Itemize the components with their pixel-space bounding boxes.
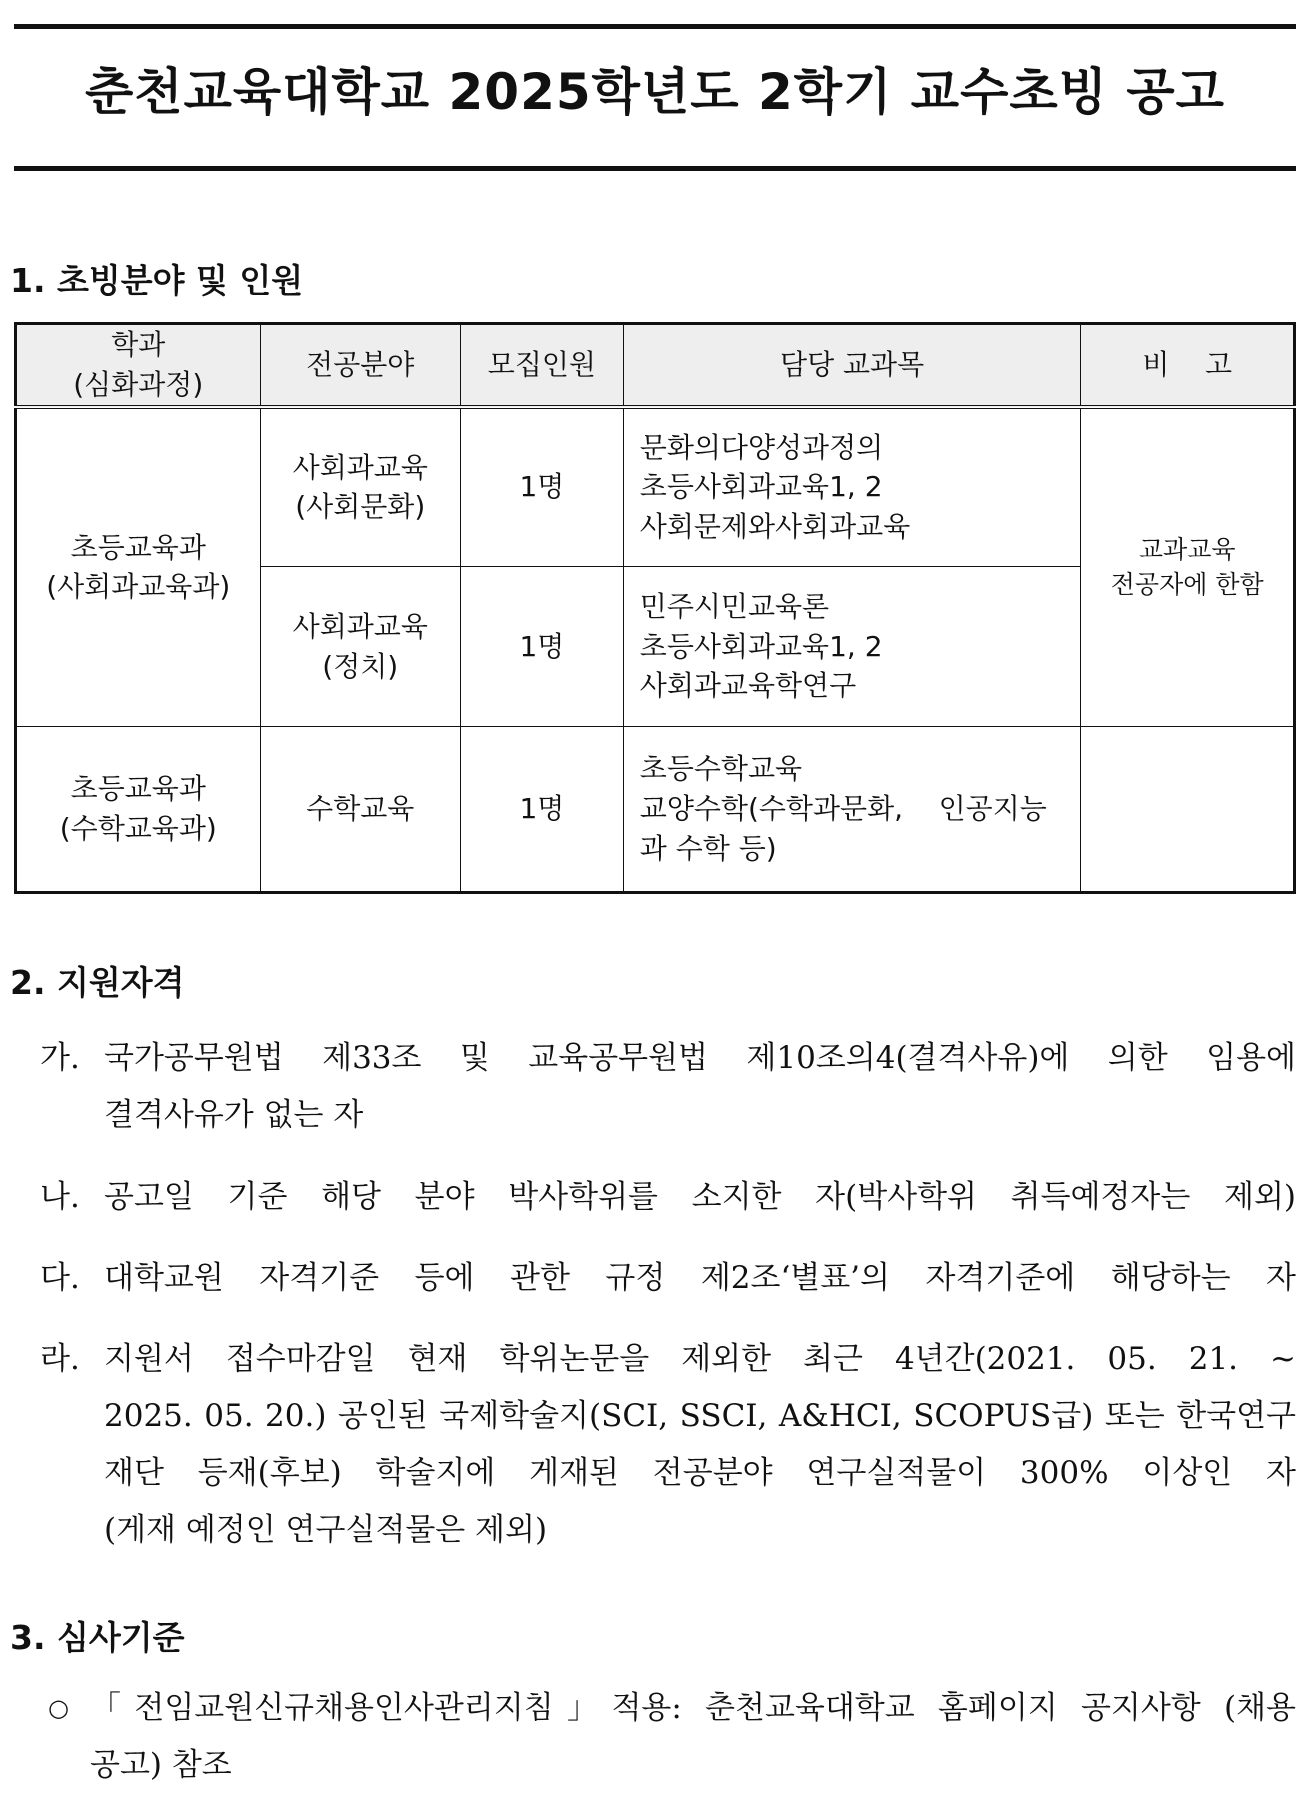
subjects-cell: 초등수학교육 교양수학(수학과문화, 인공지능 과 수학 등) (623, 727, 1081, 893)
field-cell: 수학교육 (260, 727, 460, 893)
section-3-heading: 3. 심사기준 (10, 1618, 185, 1657)
qualification-item-da: 다. 대학교원 자격기준 등에 관한 규정 제2조‘별표’의 자격기준에 해당하는 자 (40, 1260, 1296, 1296)
section-1-heading: 1. 초빙분야 및 인원 (10, 261, 304, 300)
recruitment-table (14, 322, 1296, 894)
header-field: 전공분야 (260, 324, 460, 407)
header-remarks: 비 고 (1081, 324, 1295, 407)
section-2-heading: 2. 지원자격 (10, 963, 185, 1002)
field-cell: 사회과교육 (정치) (260, 567, 460, 727)
table-row (16, 727, 1295, 893)
qualification-item-ra: 라. 지원서 접수마감일 현재 학위논문을 제외한 최근 4년간(2021. 05. 21. ~ 2025. 05. 20.) 공인된 국제학술지(SCI, SSCI, A&HCI, SCOPUS급) 또는 한국연구 재단 등재(후보) 학술지에 게재된 전공분야 연구실적물이 300% 이상인 자 (게재 예정인 연구실적물은 제외) (40, 1341, 1296, 1548)
header-count: 모집인원 (461, 324, 624, 407)
count-cell: 1명 (461, 727, 624, 893)
count-cell: 1명 (461, 567, 624, 727)
qualification-item-na: 나. 공고일 기준 해당 분야 박사학위를 소지한 자(박사학위 취득예정자는 제외) (40, 1179, 1296, 1215)
page-title: 춘천교육대학교 2025학년도 2학기 교수초빙 공고 (85, 63, 1225, 121)
remarks-cell (1081, 727, 1295, 893)
count-cell: 1명 (461, 407, 624, 567)
title-bottom-rule (14, 166, 1296, 171)
dept-cell: 초등교육과 (수학교육과) (16, 727, 261, 893)
table-row (16, 407, 1295, 567)
subjects-cell: 문화의다양성과정의 초등사회과교육1, 2 사회문제와사회과교육 (623, 407, 1081, 567)
remarks-cell: 교과교육 전공자에 한함 (1081, 407, 1295, 727)
review-criteria: ○ 「전임교원신규채용인사관리지침」적용: 춘천교육대학교 홈페이지 공지사항 (채용 공고) 참조 (48, 1680, 1296, 1794)
title-top-rule (14, 24, 1296, 29)
table-header-row (16, 324, 1295, 407)
field-cell: 사회과교육 (사회문화) (260, 407, 460, 567)
dept-cell: 초등교육과 (사회과교육과) (16, 407, 261, 727)
header-subjects: 담당 교과목 (623, 324, 1081, 407)
qualification-item-ga: 가. 국가공무원법 제33조 및 교육공무원법 제10조의4(결격사유)에 의한 임용에 결격사유가 없는 자 (40, 1040, 1296, 1133)
header-dept: 학과 (심화과정) (16, 324, 261, 407)
bullet-icon: ○ (48, 1694, 69, 1722)
subjects-cell: 민주시민교육론 초등사회과교육1, 2 사회과교육학연구 (623, 567, 1081, 727)
